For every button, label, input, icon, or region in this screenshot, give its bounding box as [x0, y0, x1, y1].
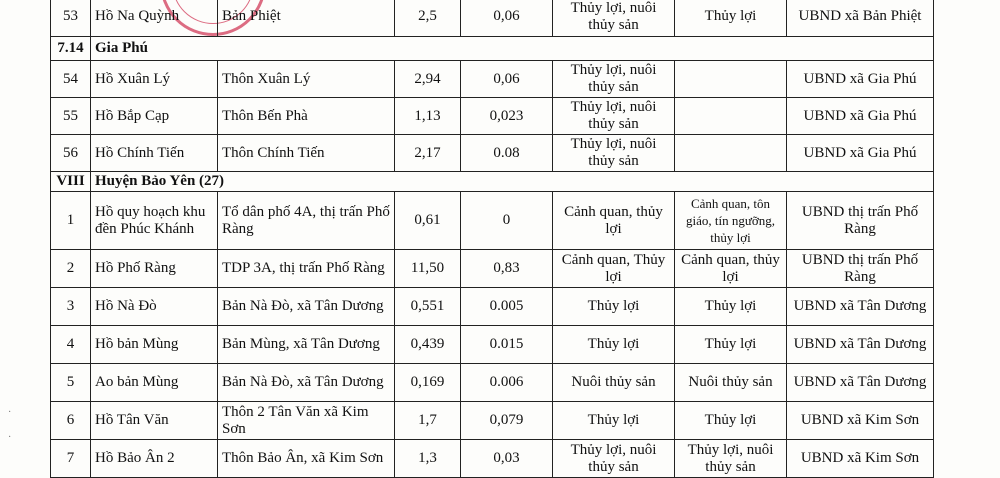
- lake-name-cell: Ao bản Mùng: [91, 364, 218, 402]
- area-cell: 1,3: [395, 440, 461, 478]
- lake-name-cell: Hồ Tân Văn: [91, 402, 218, 440]
- lake-name-cell: Hồ Chính Tiến: [91, 135, 218, 172]
- purpose-cell: Cảnh quan, Thủy lợi: [553, 250, 675, 288]
- group-header-row: [51, 172, 934, 192]
- location-cell: Bản Nà Đò, xã Tân Dương: [218, 288, 395, 326]
- protected-function-cell: Cảnh quan, tôn giáo, tín ngưỡng, thủy lợi: [675, 192, 787, 250]
- protected-function-cell: [675, 135, 787, 172]
- location-cell: TDP 3A, thị trấn Phố Ràng: [218, 250, 395, 288]
- location-cell: Thôn Bảo Ân, xã Kim Sơn: [218, 440, 395, 478]
- table-row: [51, 192, 934, 250]
- table-row: [51, 0, 934, 37]
- volume-cell: 0,06: [461, 0, 553, 37]
- table-row: [51, 326, 934, 364]
- group-title-cell: Gia Phú: [91, 37, 934, 61]
- managing-unit-cell: UBND xã Gia Phú: [787, 61, 934, 98]
- purpose-cell: Thủy lợi: [553, 326, 675, 364]
- row-number-cell: 7: [51, 440, 91, 478]
- managing-unit-cell: UBND xã Kim Sơn: [787, 440, 934, 478]
- area-cell: 0,439: [395, 326, 461, 364]
- area-cell: 2,17: [395, 135, 461, 172]
- group-number-cell: VIII: [51, 172, 91, 192]
- lake-name-cell: Hồ Bảo Ân 2: [91, 440, 218, 478]
- purpose-cell: Thủy lợi, nuôi thủy sản: [553, 135, 675, 172]
- table-row: [51, 288, 934, 326]
- protected-function-cell: Thủy lợi: [675, 326, 787, 364]
- area-cell: 0,169: [395, 364, 461, 402]
- group-number-cell: 7.14: [51, 37, 91, 61]
- managing-unit-cell: UBND xã Gia Phú: [787, 98, 934, 135]
- table-row: [51, 98, 934, 135]
- row-number-cell: 5: [51, 364, 91, 402]
- protected-function-cell: Thủy lợi, nuôi thủy sản: [675, 440, 787, 478]
- table-row: [51, 402, 934, 440]
- volume-cell: 0,079: [461, 402, 553, 440]
- area-cell: 0,551: [395, 288, 461, 326]
- reservoir-table: [50, 0, 934, 478]
- volume-cell: 0: [461, 192, 553, 250]
- row-number-cell: 4: [51, 326, 91, 364]
- area-cell: 11,50: [395, 250, 461, 288]
- area-cell: 0,61: [395, 192, 461, 250]
- location-cell: Tổ dân phố 4A, thị trấn Phố Ràng: [218, 192, 395, 250]
- table-body: [51, 0, 934, 478]
- location-cell: Thôn 2 Tân Văn xã Kim Sơn: [218, 402, 395, 440]
- volume-cell: 0,03: [461, 440, 553, 478]
- volume-cell: 0.005: [461, 288, 553, 326]
- location-cell: Bản Phiệt: [218, 0, 395, 37]
- protected-function-cell: Nuôi thủy sản: [675, 364, 787, 402]
- group-header-row: [51, 37, 934, 61]
- managing-unit-cell: UBND xã Tân Dương: [787, 288, 934, 326]
- row-number-cell: 3: [51, 288, 91, 326]
- table-row: [51, 440, 934, 478]
- purpose-cell: Thủy lợi, nuôi thủy sản: [553, 440, 675, 478]
- purpose-cell: Thủy lợi: [553, 288, 675, 326]
- row-number-cell: 6: [51, 402, 91, 440]
- area-cell: 1,7: [395, 402, 461, 440]
- table-row: [51, 250, 934, 288]
- purpose-cell: Nuôi thủy sản: [553, 364, 675, 402]
- row-number-cell: 54: [51, 61, 91, 98]
- row-number-cell: 2: [51, 250, 91, 288]
- purpose-cell: Thủy lợi, nuôi thủy sản: [553, 0, 675, 37]
- purpose-cell: Thủy lợi, nuôi thủy sản: [553, 61, 675, 98]
- protected-function-cell: [675, 61, 787, 98]
- managing-unit-cell: UBND thị trấn Phố Ràng: [787, 250, 934, 288]
- purpose-cell: Cảnh quan, thủy lợi: [553, 192, 675, 250]
- location-cell: Thôn Chính Tiến: [218, 135, 395, 172]
- location-cell: Thôn Bến Phà: [218, 98, 395, 135]
- volume-cell: 0.08: [461, 135, 553, 172]
- managing-unit-cell: UBND xã Tân Dương: [787, 364, 934, 402]
- lake-name-cell: Hồ Na Quỳnh: [91, 0, 218, 37]
- protected-function-cell: Thủy lợi: [675, 288, 787, 326]
- row-number-cell: 53: [51, 0, 91, 37]
- lake-name-cell: Hồ Bắp Cạp: [91, 98, 218, 135]
- lake-name-cell: Hồ Nà Đò: [91, 288, 218, 326]
- volume-cell: 0.006: [461, 364, 553, 402]
- volume-cell: 0,06: [461, 61, 553, 98]
- row-number-cell: 1: [51, 192, 91, 250]
- lake-name-cell: Hồ quy hoạch khu đền Phúc Khánh: [91, 192, 218, 250]
- scan-speck: ·: [8, 432, 12, 443]
- volume-cell: 0,023: [461, 98, 553, 135]
- location-cell: Thôn Xuân Lý: [218, 61, 395, 98]
- lake-name-cell: Hồ Xuân Lý: [91, 61, 218, 98]
- protected-function-cell: [675, 98, 787, 135]
- row-number-cell: 55: [51, 98, 91, 135]
- table-row: [51, 61, 934, 98]
- volume-cell: 0.015: [461, 326, 553, 364]
- protected-function-cell: Thủy lợi: [675, 0, 787, 37]
- location-cell: Bản Nà Đò, xã Tân Dương: [218, 364, 395, 402]
- managing-unit-cell: UBND xã Tân Dương: [787, 326, 934, 364]
- area-cell: 1,13: [395, 98, 461, 135]
- managing-unit-cell: UBND xã Gia Phú: [787, 135, 934, 172]
- managing-unit-cell: UBND xã Bản Phiệt: [787, 0, 934, 37]
- location-cell: Bản Mùng, xã Tân Dương: [218, 326, 395, 364]
- managing-unit-cell: UBND thị trấn Phố Ràng: [787, 192, 934, 250]
- table-row: [51, 135, 934, 172]
- purpose-cell: Thủy lợi, nuôi thủy sản: [553, 98, 675, 135]
- table-row: [51, 364, 934, 402]
- group-title-cell: Huyện Bảo Yên (27): [91, 172, 934, 192]
- scan-speck: ·: [8, 407, 12, 418]
- purpose-cell: Thủy lợi: [553, 402, 675, 440]
- protected-function-cell: Cảnh quan, thủy lợi: [675, 250, 787, 288]
- protected-function-cell: Thủy lợi: [675, 402, 787, 440]
- lake-name-cell: Hồ bản Mùng: [91, 326, 218, 364]
- row-number-cell: 56: [51, 135, 91, 172]
- lake-name-cell: Hồ Phố Ràng: [91, 250, 218, 288]
- volume-cell: 0,83: [461, 250, 553, 288]
- area-cell: 2,94: [395, 61, 461, 98]
- area-cell: 2,5: [395, 0, 461, 37]
- managing-unit-cell: UBND xã Kim Sơn: [787, 402, 934, 440]
